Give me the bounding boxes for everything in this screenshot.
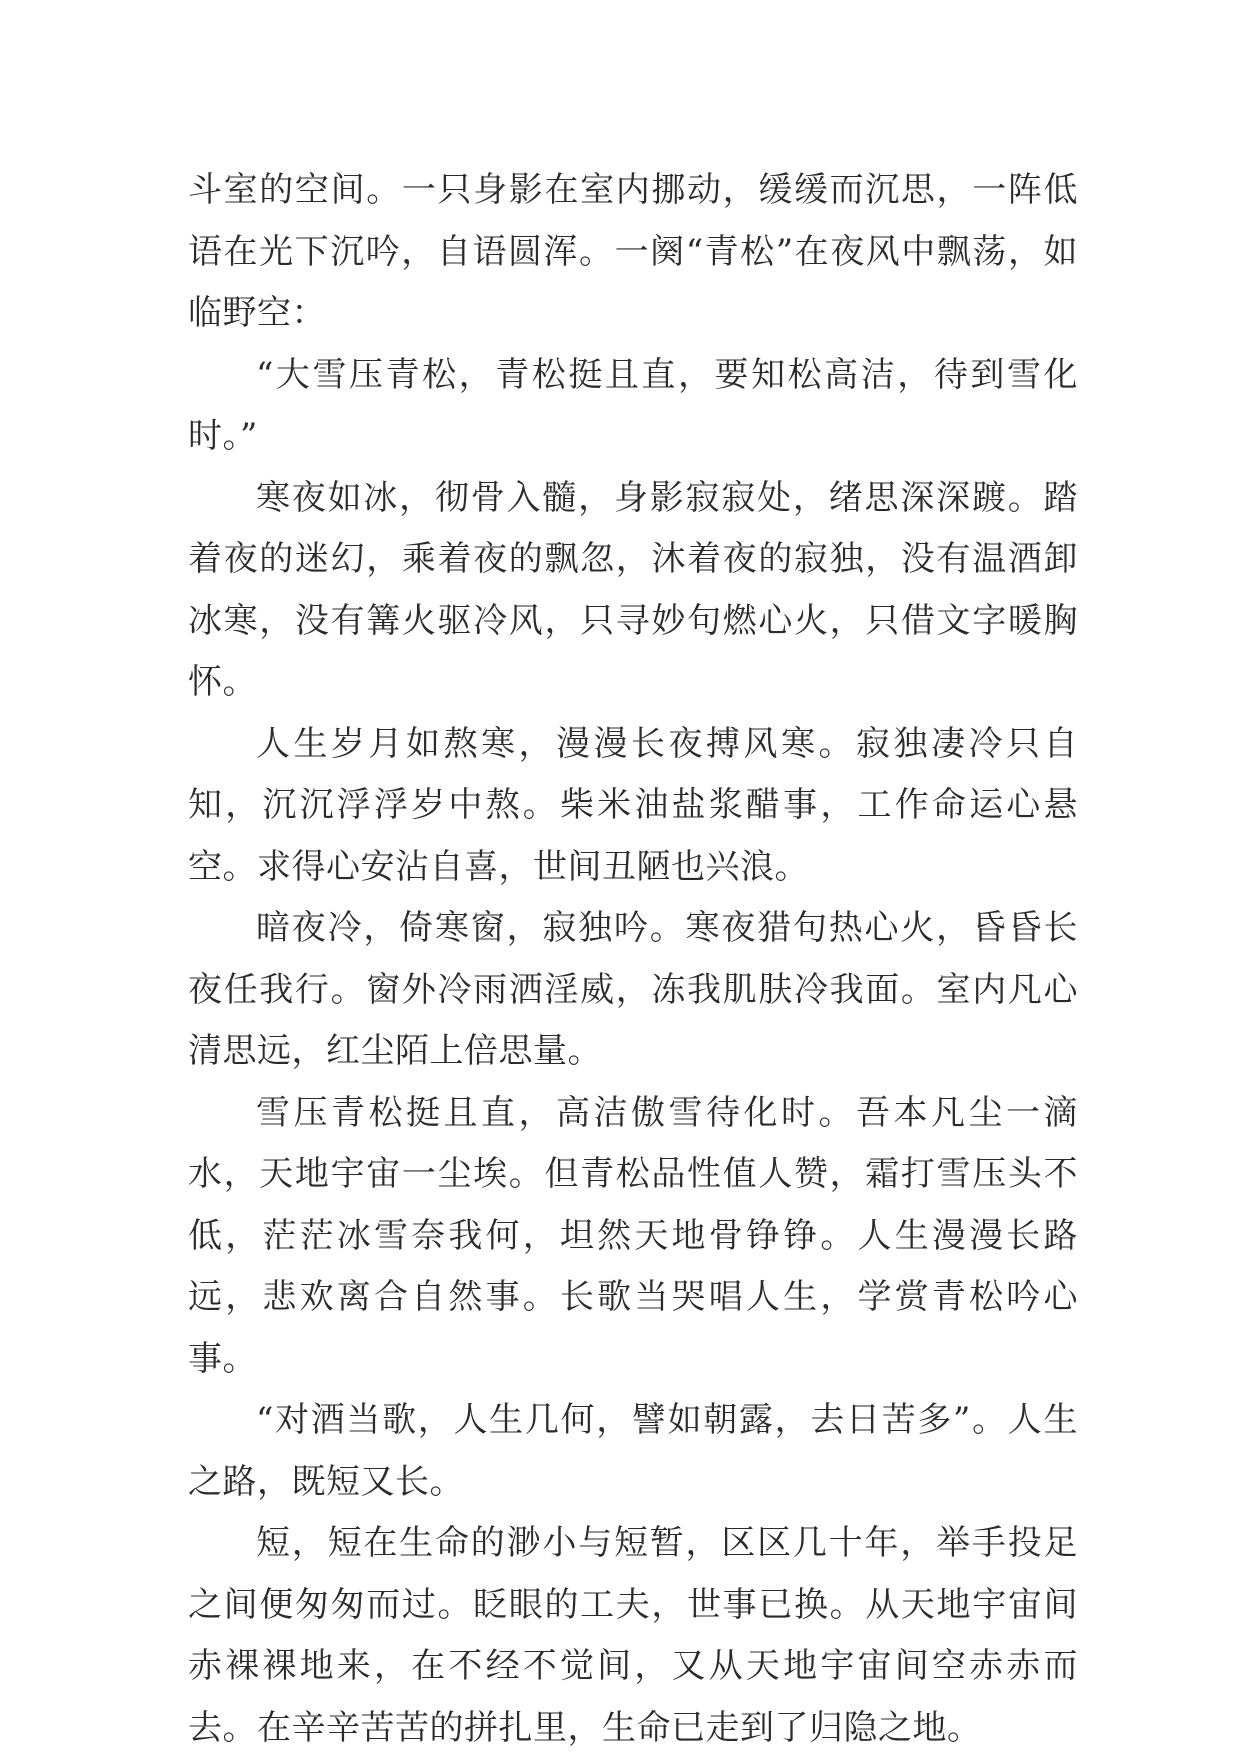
paragraph-2: “大雪压青松，青松挺且直，要知松高洁，待到雪化时。” bbox=[188, 354, 1078, 456]
paragraph-3: 寒夜如冰，彻骨入髓，身影寂寂处，绪思深深踱。踏着夜的迷幻，乘着夜的飘忽，沐着夜的寂独，没有温酒卸冰寒，没有篝火驱冷风，只寻妙句燃心火，只借文字暖胸怀。 bbox=[188, 477, 1078, 702]
document-body bbox=[188, 160, 1078, 1759]
paragraph-8: 短，短在生命的渺小与短暂，区区几十年，举手投足之间便匆匆而过。眨眼的工夫，世事已换。从天地宇宙间赤裸裸地来，在不经不觉间，又从天地宇宙间空赤赤而去。在辛辛苦苦的拼扎里，生命已走到了归隐之地。 bbox=[188, 1523, 1078, 1748]
paragraph-1: 斗室的空间。一只身影在室内挪动，缓缓而沉思，一阵低语在光下沉吟，自语圆浑。一阕“青松”在夜风中飘荡，如临野空： bbox=[188, 170, 1078, 333]
paragraph-6: 雪压青松挺且直，高洁傲雪待化时。吾本凡尘一滴水，天地宇宙一尘埃。但青松品性值人赞，霜打雪压头不低，茫茫冰雪奈我何，坦然天地骨铮铮。人生漫漫长路远，悲欢离合自然事。长歌当哭唱人生，学赏青松吟心事。 bbox=[188, 1092, 1078, 1379]
paragraph-5: 暗夜冷，倚寒窗，寂独吟。寒夜猎句热心火，昏昏长夜任我行。窗外冷雨洒淫威，冻我肌肤冷我面。室内凡心清思远，红尘陌上倍思量。 bbox=[188, 908, 1078, 1071]
paragraph-7: “对酒当歌，人生几何，譬如朝露，去日苦多”。人生之路，既短又长。 bbox=[188, 1400, 1078, 1502]
paragraph-4: 人生岁月如熬寒，漫漫长夜搏风寒。寂独凄冷只自知，沉沉浮浮岁中熬。柴米油盐浆醋事，工作命运心悬空。求得心安沾自喜，世间丑陋也兴浪。 bbox=[188, 723, 1078, 887]
